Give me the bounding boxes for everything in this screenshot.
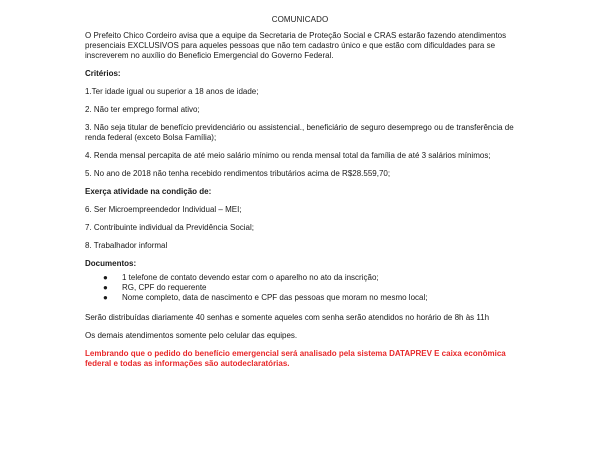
bullet-icon: ● xyxy=(103,293,108,302)
criterion-item: 1.Ter idade igual ou superior a 18 anos de idade; xyxy=(85,87,259,96)
list-item xyxy=(85,273,515,283)
documents-list xyxy=(85,273,515,303)
list-item xyxy=(85,283,515,293)
document-item-label: Nome completo, data de nascimento e CPF das pessoas que moram no mesmo local; xyxy=(122,293,428,302)
activity-item: 6. Ser Microempreendedor Individual – MEI; xyxy=(85,205,242,214)
document-title: COMUNICADO xyxy=(271,15,329,24)
bullet-icon: ● xyxy=(103,283,108,292)
bullet-icon: ● xyxy=(103,273,108,282)
list-item xyxy=(85,293,515,303)
intro-paragraph: O Prefeito Chico Cordeiro avisa que a equipe da Secretaria de Proteção Social e CRAS estarão fazendo atendimentos presenciais EXCLUSIVOS para aqueles pessoas que não tem cadastro único e que estão com dificuldades para se inscreverem no auxílio do Beneficio Emergencial do Governo Federal. xyxy=(85,31,507,60)
passwords-note: Serão distribuídas diariamente 40 senhas e somente aqueles com senha serão atendidos no horário de 8h às 11h xyxy=(85,313,490,322)
activity-item: 7. Contribuinte individual da Previdência Social; xyxy=(85,223,254,232)
others-note: Os demais atendimentos somente pelo celular das equipes. xyxy=(85,331,298,340)
criterion-item: 5. No ano de 2018 não tenha recebido rendimentos tributários acima de R$28.559,70; xyxy=(85,169,391,178)
warning-notice: Lembrando que o pedido do benefício emergencial será analisado pela sistema DATAPREV E caixa econômica federal e todas as informações são autodeclaratórias. xyxy=(85,349,506,368)
document-body xyxy=(85,31,515,369)
activity-item: 8. Trabalhador informal xyxy=(85,241,168,250)
activity-heading: Exerça atividade na condição de: xyxy=(85,187,212,196)
criteria-heading: Critérios: xyxy=(85,69,121,78)
criterion-item: 3. Não seja titular de benefício previdenciário ou assistencial., beneficiário de seguro desemprego ou de transferência de renda federal (exceto Bolsa Família); xyxy=(85,123,514,142)
documents-heading: Documentos: xyxy=(85,259,137,268)
criterion-item: 2. Não ter emprego formal ativo; xyxy=(85,105,200,114)
document-item-label: RG, CPF do requerente xyxy=(122,283,207,292)
document-item-label: 1 telefone de contato devendo estar com o aparelho no ato da inscrição; xyxy=(122,273,379,282)
criterion-item: 4. Renda mensal percapita de até meio salário mínimo ou renda mensal total da família de até 3 salários mínimos; xyxy=(85,151,491,160)
